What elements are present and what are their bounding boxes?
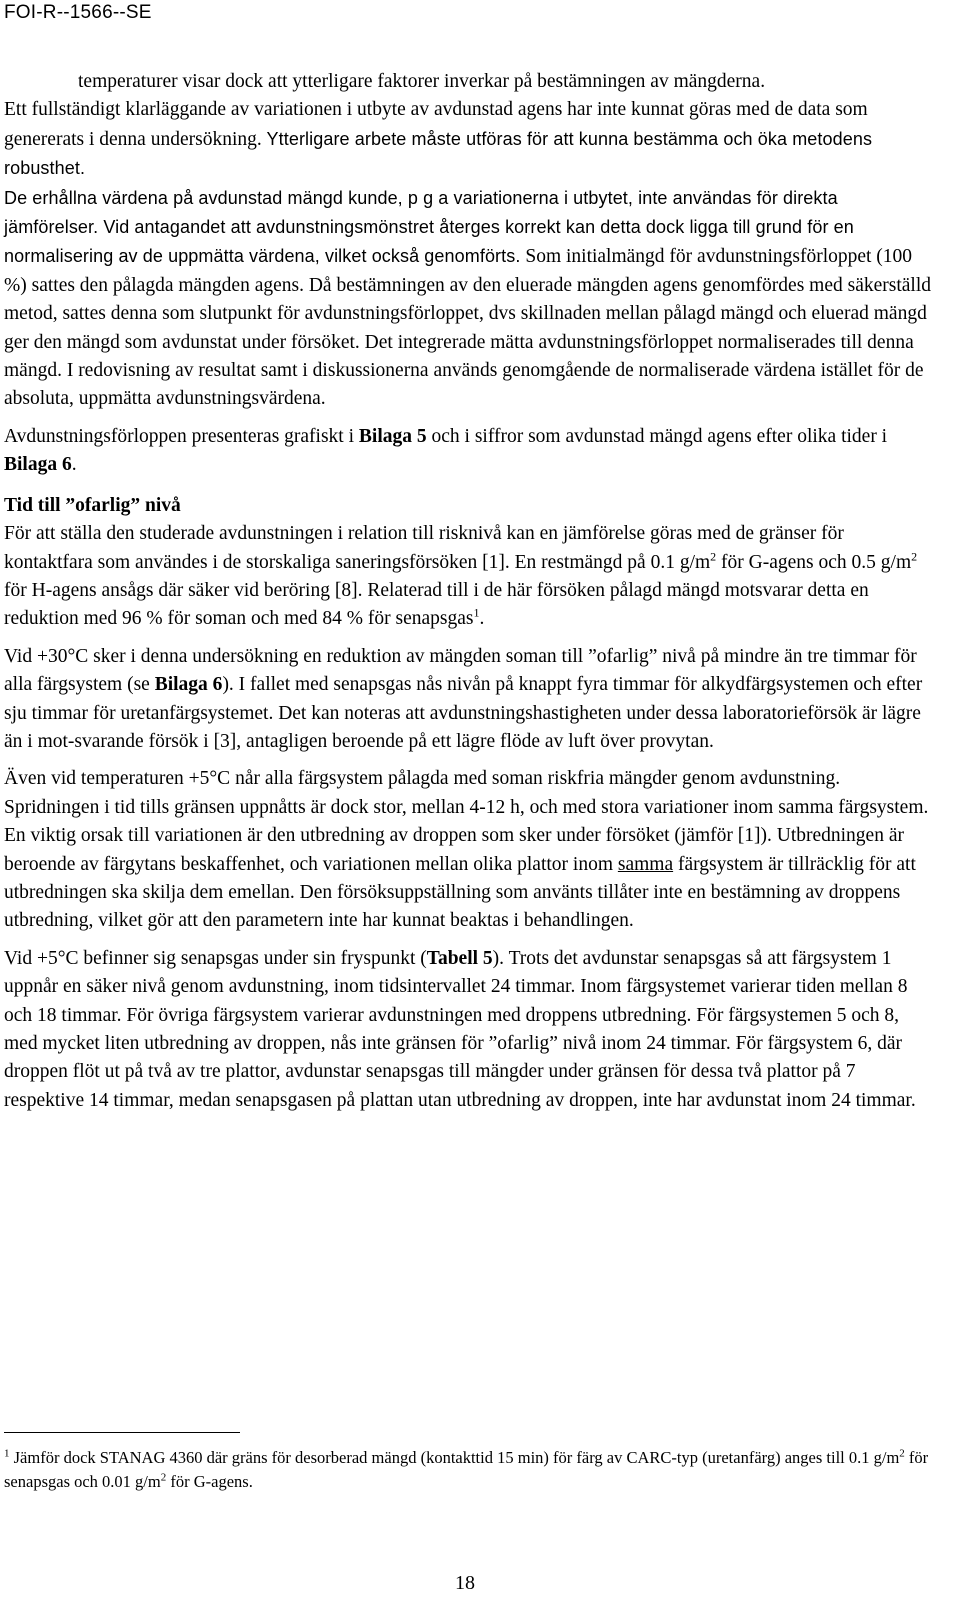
section-paragraph-4-text: Vid +5°C befinner sig senapsgas under sin fryspunkt ( [4,947,427,969]
section-heading: Tid till ”ofarlig” nivå [4,494,181,516]
paragraph-3 [4,184,934,414]
tabell-5-reference: Tabell 5 [426,947,493,969]
section-paragraph-4 [4,945,934,1115]
section-paragraph-1-text-4: . [479,608,485,630]
section-paragraph-3-text-2: färgsystem är tillräcklig för att utbredningen ska skilja dem emellan. Den försöksuppställning som använts tillåter inte en bestämning av droppens utbredning, vilket gör att den parametern inte har kunnat beaktas i behandlingen. [4,853,916,932]
section-paragraph-4-text-2: ). Trots det avdunstar senapsgas så att färgsystem 1 uppnår en säker nivå genom avdunstning, inom tidsintervallet 24 timmar. Inom färgsystemet varierar tiden mellan 8 och 18 timmar. För övriga färgsystem varierar avdunstningen med droppens utbredning. För färgsystemen 5 och 8, med mycket liten utbredning av droppen, nås inte gränsen för ”ofarlig” nivå inom 24 timmar. För färgsystem 6, där droppen flöt ut på två av tre plattor, avdunstar senapsgas till mängder under gränsen för dessa två plattor på 7 respektive 14 timmar, medan senapsgasen på plattan utan utbredning av droppen, inte har avdunstat inom 24 timmar. [4,947,916,1111]
document-body [4,68,934,1115]
section-paragraph-2-text: Vid +30°C sker i denna undersökning en reduktion av mängden soman till ”ofarlig” nivå på mindre än tre timmar för alla färgsystem (se [4,645,917,696]
footnote-marker: 1 [4,1447,10,1460]
page-number: 18 [455,1572,475,1594]
footnote-text-3: för G-agens. [166,1472,253,1491]
paragraph-2-sans-text: Ytterligare arbete måste utföras för att kunna bestämma och öka metodens robusthet. [4,128,873,179]
section-paragraph-2 [4,643,934,757]
superscript: 2 [710,549,717,563]
underlined-word: samma [617,853,674,875]
paragraph-3-sans-text: De erhållna värdena på avdunstad mängd kunde, p g a variationerna i utbytet, inte användas för direkta jämförelser. [4,187,838,238]
superscript: 2 [899,1447,905,1460]
section-paragraph-1-text: För att ställa den studerade avdunstningen i relation till risknivå kan en jämförelse göras med de gränser för kontaktfara som användes i de storskaliga saneringsförsöken [1]. En restmängd på 0.1 g/m [4,523,844,573]
paragraph-3-sans-text-2: Vid antagandet att avdunstningsmönstret återges korrekt kan detta dock ligga till grund för en normalisering av de uppmätta värdena, vilket också genomförts. [4,217,854,267]
superscript: 2 [911,549,918,563]
bilaga-5-reference: Bilaga 5 [358,425,427,447]
paragraph-1: temperaturer visar dock att ytterligare faktorer inverkar på bestämningen av mängderna. [78,71,766,92]
superscript: 2 [160,1471,167,1484]
bilaga-6-reference: Bilaga 6 [154,674,223,696]
footnote-text-2: för senapsgas och 0.01 g/m [4,1448,929,1491]
paragraph-2 [4,96,934,183]
paragraph-4-text-3: . [71,454,77,476]
paragraph-4-text: Avdunstningsförloppen presenteras grafiskt i [4,425,359,447]
footnote [4,1446,934,1494]
paragraph-3-text: Som initialmängd för avdunstningsförloppet (100 %) sattes den pålagda mängden agens. Då bestämningen av den eluerade mängden agens genomfördes med säkerställd metod, sattes denna som slutpunkt för avdunstningsförloppet, dvs skillnaden mellan pålagd mängd och eluerad mängd ger den mängd som avdunstat under försöket. Det integrerade mätta avdunstningsförloppet normaliserades till denna mängd. I redovisning av resultat samt i diskussionerna används genomgående de normaliserade värdena istället för de absoluta, uppmätta avdunstningsvärdena. [4,246,932,410]
section-paragraph-1-text-2: för G-agens och 0.5 g/m [716,551,912,573]
footnote-text: Jämför dock STANAG 4360 där gräns för desorberad mängd (kontakttid 15 min) för färg av CARC-typ (uretanfärg) anges till 0.1 g/m [9,1448,900,1467]
bilaga-6-reference: Bilaga 6 [4,454,72,476]
footnote-divider [4,1432,240,1433]
section-paragraph-2-text-2: ). I fallet med senapsgas nås nivån på knappt fyra timmar för alkydfärgsystemen och efter sju timmar för uretanfärgsystemet. Det kan noteras att avdunstningshastigheten under dessa laboratorieförsök är lägre än i mot-svarande försök i [3], antagligen beroende på ett lägre flöde av luft över provytan. [4,674,923,752]
section-paragraph-3-text: Även vid temperaturen +5°C når alla färgsystem pålagda med soman riskfria mängder genom avdunstning. Spridningen i tid tills gränsen uppnåtts är dock stor, mellan 4-12 h, och med stora variationer inom samma färgsystem. En viktig orsak till variationen är den utbredning av droppen som sker under försöket (jämför [1]). Utbredningen är beroende av färgytans beskaffenhet, och variationen mellan olika plattor inom [4,768,929,875]
section-paragraph-1 [4,520,934,634]
footnote-reference: 1 [473,605,480,620]
paragraph-4 [4,423,934,480]
section-paragraph-3 [4,765,934,935]
paragraph-4-text-2: och i siffror som avdunstad mängd agens efter olika tider i [426,425,888,447]
paragraph-2-text: Ett fullständigt klarläggande av variationen i utbyte av avdunstad agens har inte kunnat göras med de data som genererats i denna undersökning. [4,99,868,150]
section-paragraph-1-text-3: för H-agens ansågs där säker vid beröring [8]. Relaterad till i de här försöken pålagd mängd motsvarar detta en reduktion med 96 % för soman och med 84 % för senapsgas [4,579,869,630]
document-id: FOI-R--1566--SE [4,2,152,23]
